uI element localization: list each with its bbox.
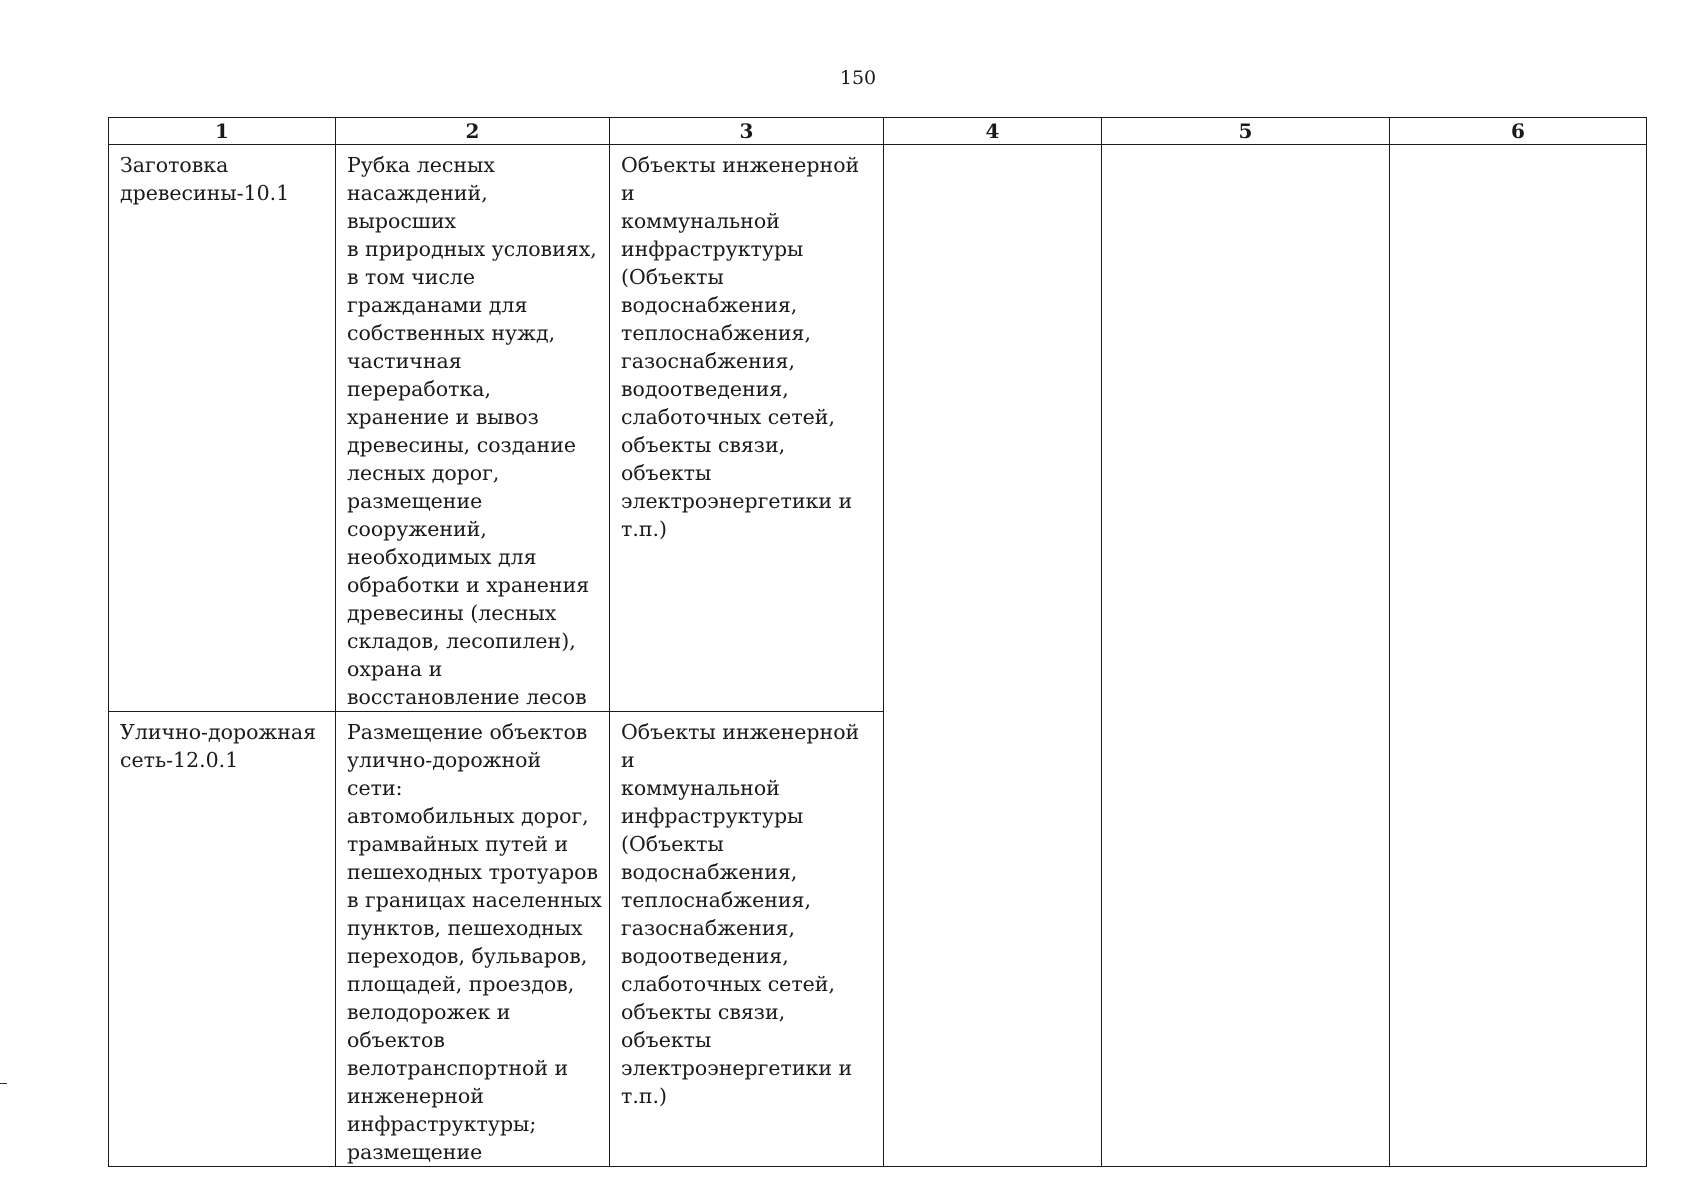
table-cell-column-4-empty (884, 145, 1102, 1167)
table-cell-column-5-empty (1102, 145, 1390, 1167)
table-cell-land-use-type (109, 145, 336, 712)
page-number: 150 (839, 67, 877, 89)
column-header-6: 6 (1390, 118, 1647, 145)
cell-text: Рубка лесных насаждений, выросших в природных условиях, в том числе гражданами для собственных нужд, частичная переработка, хранение и вывоз древесины, создание лесных дорог, размещение сооружений, необходимых для обработки и хранения древесины (лесных складов, лесопилен), охрана и восстановление лесов (347, 153, 597, 709)
column-header-5: 5 (1102, 118, 1390, 145)
column-header-4: 4 (884, 118, 1102, 145)
column-header-2: 2 (336, 118, 610, 145)
cell-text: Объекты инженерной и коммунальной инфраструктуры (Объекты водоснабжения, теплоснабжения, газоснабжения, водоотведения, слаботочных сетей, объекты связи, объекты электроэнергетики и т.п.) (621, 153, 860, 541)
table-body (109, 145, 1647, 1167)
data-table (108, 117, 1647, 1167)
scan-margin-mark (0, 1083, 7, 1084)
table-cell-description (336, 712, 610, 1167)
table-cell-land-use-type (109, 712, 336, 1167)
table-cell-column-6-empty (1390, 145, 1647, 1167)
table-cell-auxiliary-use (610, 145, 884, 712)
cell-text: Заготовка древесины-10.1 (120, 153, 290, 205)
table-row (109, 145, 1647, 712)
cell-text: Размещение объектов улично-дорожной сети: автомобильных дорог, трамвайных путей и пешеходных тротуаров в границах населенных пунктов, пешеходных переходов, бульваров, площадей, проездов, велодорожек и объектов велотранспортной и инженерной инфраструктуры; размещение (347, 720, 602, 1164)
table-cell-auxiliary-use (610, 712, 884, 1167)
header-row (109, 118, 1647, 145)
cell-text: Объекты инженерной и коммунальной инфраструктуры (Объекты водоснабжения, теплоснабжения, газоснабжения, водоотведения, слаботочных сетей, объекты связи, объекты электроэнергетики и т.п.) (621, 720, 860, 1108)
column-header-3: 3 (610, 118, 884, 145)
column-header-1: 1 (109, 118, 336, 145)
cell-text: Улично-дорожная сеть-12.0.1 (120, 720, 317, 772)
table-cell-description (336, 145, 610, 712)
table-header (109, 118, 1647, 145)
